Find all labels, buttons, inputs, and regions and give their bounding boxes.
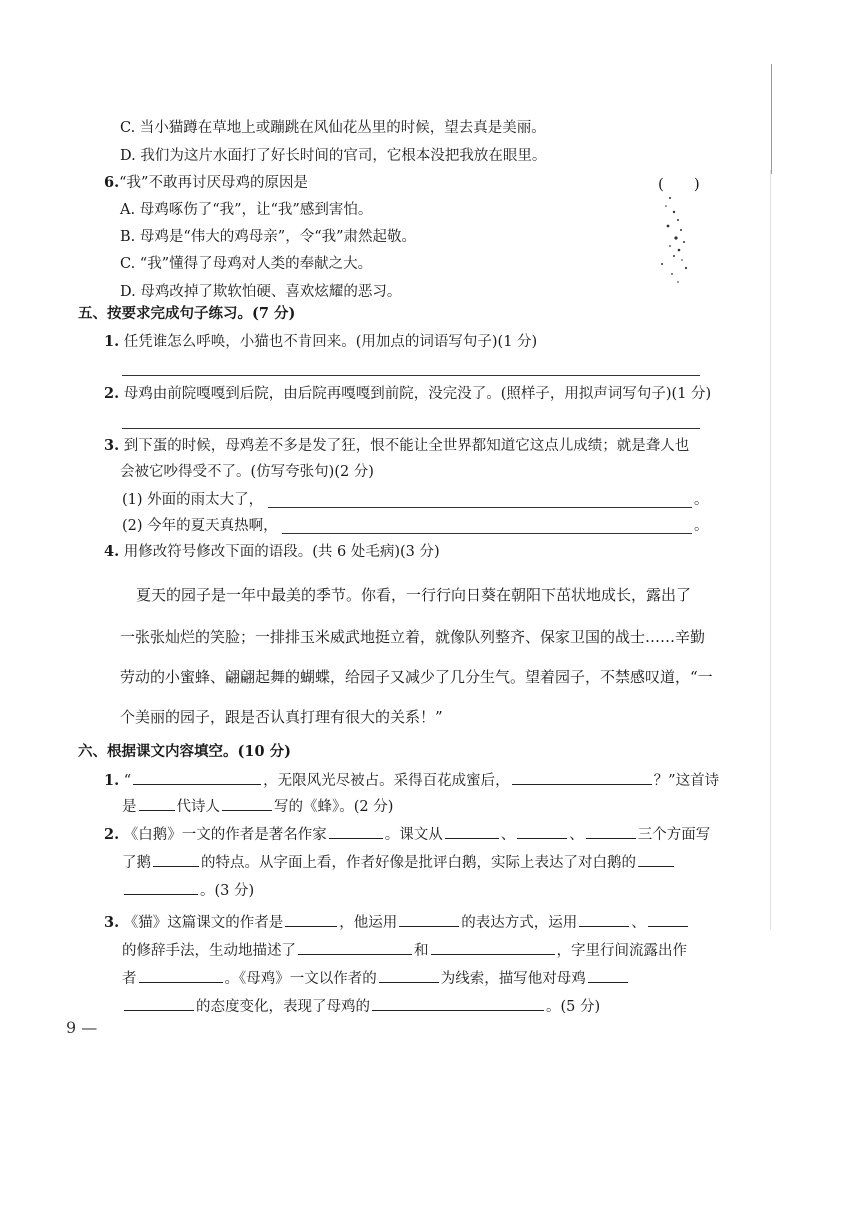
s6-q2-blank-3[interactable] [517, 824, 567, 839]
s6-q2-blank-6[interactable] [638, 852, 674, 867]
s6-q3-text-g: ，字里行间流露出作 [556, 943, 687, 959]
s5-q3-line2: 会被它吵得受不了。(仿写夸张句)(2 分) [120, 464, 374, 480]
s6-q2-number: 2. [104, 826, 120, 843]
s5-q3-text-1: 到下蛋的时候，母鸡差不多是发了狂，恨不能让全世界都知道它这点儿成绩；就是聋人也 [123, 438, 690, 454]
s5-q3-number: 3. [104, 437, 120, 454]
s5-q3-line1 [104, 436, 689, 456]
s6-q2-text-b: 。课文从 [384, 827, 443, 843]
s6-q2-blank-2[interactable] [445, 824, 499, 839]
s6-q3-text-j: 为线索，描写他对母鸡 [440, 971, 586, 987]
s6-q2-text-d: 、 [569, 827, 584, 843]
s6-q1-text-c: ？”这首诗 [653, 773, 720, 789]
s5-q3-sub2-answer-line[interactable] [282, 533, 692, 534]
s6-q3-number: 3. [104, 914, 120, 931]
s5-q4-para-line-1: 夏天的园子是一年中最美的季节。你看，一行行向日葵在朝阳下茁状地成长，露出了 [136, 586, 692, 604]
s6-q1-text-f: 写的《蜂》。(2 分) [274, 799, 394, 815]
s5-q4-number: 4. [104, 543, 120, 560]
section-6-title: 六、根据课文内容填空。(10 分) [78, 743, 291, 760]
s6-q1-text-b: ，无限风光尽被占。采得百花成蜜后， [263, 773, 510, 789]
s6-q3-blank-5[interactable] [298, 940, 412, 955]
q6-stem: “我”不敢再讨厌母鸡的原因是 [119, 175, 308, 191]
s6-q2-blank-7[interactable] [124, 880, 198, 895]
section-5-title: 五、按要求完成句子练习。(7 分) [78, 305, 296, 322]
s5-q4-para-line-2: 一张张灿烂的笑脸；一排排玉米威武地挺立着，就像队列整齐、保家卫国的战士……辛勤 [120, 628, 706, 646]
s6-q2-blank-5[interactable] [153, 852, 199, 867]
s6-q2-line1 [104, 824, 710, 845]
s5-q1-answer-line[interactable] [122, 375, 700, 376]
q6-stem-line [104, 173, 308, 193]
s6-q3-text-l: 。(5 分) [546, 999, 601, 1015]
s6-q3-blank-10[interactable] [124, 996, 194, 1011]
s6-q3-blank-4[interactable] [648, 912, 688, 927]
s6-q2-text-h: 。(3 分) [200, 883, 255, 899]
s6-q2-text-g: 的特点。从字面上看，作者好像是批评白鹅，实际上表达了对白鹅的 [201, 855, 636, 871]
s6-q1-line1 [104, 770, 719, 791]
s6-q3-text-i: 。《母鸡》一文以作者的 [224, 971, 377, 987]
s6-q3-blank-7[interactable] [139, 968, 223, 983]
s6-q3-blank-1[interactable] [285, 912, 337, 927]
q6-option-c: C. “我”懂得了母鸡对人类的奉献之大。 [120, 256, 373, 272]
s6-q1-blank-2[interactable] [512, 770, 652, 785]
s6-q3-text-b: ，他运用 [339, 915, 398, 931]
s5-q1-text: 任凭谁怎么呼唤，小猫也不肯回来。(用加点的词语写句子)(1 分) [123, 334, 538, 350]
q6-option-b: B. 母鸡是“伟大的鸡母亲”，令“我”肃然起敬。 [120, 229, 417, 245]
s5-q4-para-line-3: 劳动的小蜜蜂、翩翩起舞的蝴蝶，给园子又减少了几分生气。望着园子，不禁感叹道，“一 [120, 668, 713, 686]
s6-q1-blank-3[interactable] [139, 796, 175, 811]
s6-q1-text-e: 代诗人 [176, 799, 220, 815]
s6-q3-blank-6[interactable] [431, 940, 555, 955]
page-number-fragment: 9 — [66, 1018, 98, 1037]
s6-q1-number: 1. [104, 772, 120, 789]
s5-q2-answer-line[interactable] [122, 428, 700, 429]
q6-answer-paren[interactable]: ( ) [658, 175, 700, 193]
s5-q2-text: 母鸡由前院嘎嘎到后院，由后院再嘎嘎到前院，没完没了。(照样子，用拟声词写句子)(1 分) [123, 386, 712, 402]
s6-q3-blank-8[interactable] [379, 968, 439, 983]
s6-q2-text-a: 《白鹅》一文的作者是著名作家 [123, 827, 327, 843]
s5-q4-text: 用修改符号修改下面的语段。(共 6 处毛病)(3 分) [123, 544, 440, 560]
s5-q1 [104, 332, 537, 352]
s5-q4 [104, 542, 440, 562]
page-fold-shadow [770, 170, 771, 930]
q6-number: 6. [104, 174, 120, 191]
s6-q3-line2 [122, 940, 687, 961]
scan-speckle [648, 190, 698, 290]
s6-q2-text-f: 了鹅 [122, 855, 151, 871]
s6-q3-blank-11[interactable] [372, 996, 544, 1011]
s5-q3-sub1: (1) 外面的雨太大了， [122, 492, 264, 508]
s5-q2 [104, 384, 711, 404]
q5-option-c: C. 当小猫蹲在草地上或蹦跳在风仙花丛里的时候，望去真是美丽。 [120, 120, 546, 136]
s6-q3-blank-2[interactable] [399, 912, 459, 927]
s6-q1-open-quote: “ [123, 773, 132, 789]
s5-q3-sub2-end: 。 [694, 518, 709, 534]
s6-q3-text-d: 、 [631, 915, 646, 931]
page-fold-edge [771, 64, 772, 174]
s5-q2-number: 2. [104, 385, 120, 402]
s5-q4-para-line-4: 个美丽的园子，跟是否认真打理有很大的关系！” [120, 708, 443, 726]
s6-q3-blank-3[interactable] [579, 912, 629, 927]
s6-q2-line2 [122, 852, 676, 873]
s5-q3-sub1-answer-line[interactable] [268, 507, 692, 508]
s6-q3-line1 [104, 912, 690, 933]
s6-q3-line3 [122, 968, 630, 989]
s6-q3-line4 [122, 996, 600, 1017]
s6-q3-text-a: 《猫》这篇课文的作者是 [123, 915, 284, 931]
s5-q1-number: 1. [104, 333, 120, 350]
s6-q2-text-e: 三个方面写 [637, 827, 711, 843]
s6-q2-line3 [122, 880, 254, 901]
s5-q3-sub2: (2) 今年的夏天真热啊， [122, 518, 278, 534]
s6-q1-blank-4[interactable] [222, 796, 272, 811]
s6-q2-blank-4[interactable] [586, 824, 636, 839]
s5-q3-sub1-end: 。 [694, 492, 709, 508]
s6-q3-text-c: 的表达方式，运用 [461, 915, 578, 931]
q6-option-d: D. 母鸡改掉了欺软怕硬、喜欢炫耀的恶习。 [120, 284, 402, 300]
s6-q1-line2 [122, 796, 393, 817]
s6-q3-text-k: 的态度变化，表现了母鸡的 [196, 999, 370, 1015]
s6-q2-blank-1[interactable] [329, 824, 383, 839]
s6-q1-text-d: 是 [122, 799, 137, 815]
s6-q3-text-h: 者 [122, 971, 137, 987]
s6-q1-blank-1[interactable] [133, 770, 261, 785]
s6-q3-text-f: 和 [414, 943, 429, 959]
q6-option-a: A. 母鸡啄伤了“我”，让“我”感到害怕。 [120, 202, 373, 218]
s6-q2-text-c: 、 [500, 827, 516, 843]
q5-option-d: D. 我们为这片水面打了好长时间的官司，它根本没把我放在眼里。 [120, 148, 547, 164]
s6-q3-text-e: 的修辞手法，生动地描述了 [122, 943, 296, 959]
s6-q3-blank-9[interactable] [588, 968, 628, 983]
